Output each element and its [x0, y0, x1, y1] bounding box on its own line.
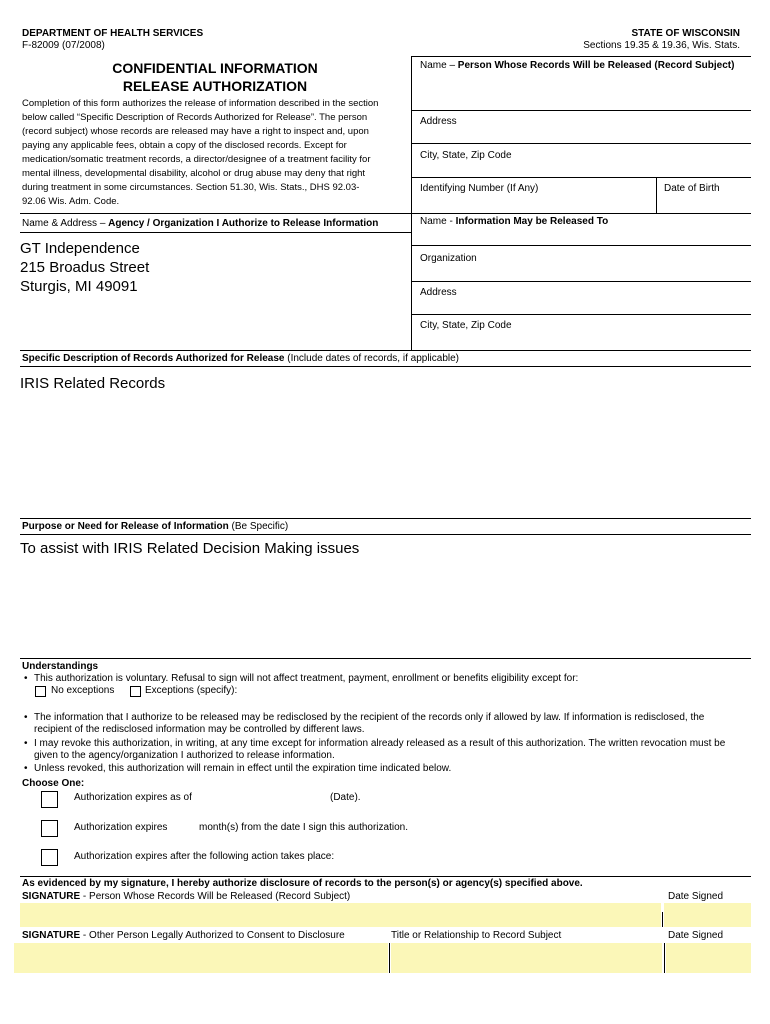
expire-months-checkbox[interactable]: [41, 820, 58, 837]
agency-line3[interactable]: Sturgis, MI 49091: [20, 278, 138, 295]
no-exceptions-checkbox[interactable]: [35, 686, 46, 697]
title-rel-label: Title or Relationship to Record Subject: [391, 930, 562, 941]
sig1-label: SIGNATURE - Person Whose Records Will be Released (Record Subject): [22, 891, 351, 902]
exceptions-label: Exceptions (specify):: [145, 685, 238, 696]
expire-action-checkbox[interactable]: [41, 849, 58, 866]
form-title-line2: RELEASE AUTHORIZATION: [122, 78, 308, 94]
recipient-address-label: Address: [420, 287, 457, 298]
understanding-2-cont: recipient of the redisclosed information may be controlled by different laws.: [34, 724, 365, 735]
state-name: STATE OF WISCONSIN: [631, 28, 740, 39]
agency-line1[interactable]: GT Independence: [20, 240, 140, 257]
recipient-org-label: Organization: [420, 253, 477, 264]
sig2-field[interactable]: [14, 943, 388, 973]
sig2-label: SIGNATURE - Other Person Legally Authorized to Consent to Disclosure: [22, 930, 345, 941]
statutes: Sections 19.35 & 19.36, Wis. Stats.: [583, 40, 740, 51]
understanding-3-cont: given to the agency/organization I authorized to release information.: [34, 750, 335, 761]
expire-date-label: Authorization expires as of: [74, 792, 192, 803]
date1-field[interactable]: [664, 903, 751, 927]
no-exceptions-label: No exceptions: [51, 685, 115, 696]
purpose-label: Purpose or Need for Release of Information (Be Specific): [22, 521, 289, 532]
agency-line2[interactable]: 215 Broadus Street: [20, 259, 150, 276]
understanding-2: • The information that I authorize to be released may be redisclosed by the recipient of the records only if allowed by law. If information is redisclosed, the: [34, 712, 704, 723]
records-label: Specific Description of Records Authorized for Release (Include dates of records, if applicable): [22, 353, 460, 364]
form-title-line1: CONFIDENTIAL INFORMATION: [112, 60, 318, 76]
choose-one-title: Choose One:: [22, 778, 85, 789]
expire-months-suffix: month(s) from the date I sign this authorization.: [199, 822, 408, 833]
evidence-statement: As evidenced by my signature, I hereby authorize disclosure of records to the person(s) or agency(s) specified above.: [22, 878, 583, 889]
title-rel-field[interactable]: [391, 943, 662, 973]
subject-dob-label: Date of Birth: [664, 183, 720, 194]
intro-paragraph: Completion of this form authorizes the release of information described in the section below called “Specific Description of Records Authorized for Release”. The person (record subject) whose records are released may have a right to inspect and, upon paying any applicable fees, obtain a copy of the disclosed records. Except for medication/somatic treatment records, a director/designee of a treatment facility for mental illness, developmental disability, alcohol or drug abuse may deny that right during treatment in some circumstances. Section 51.30, Wis. Stats., DHS 92.03- 92.06 Wis. Adm. Code.: [22, 98, 379, 207]
sig1-field[interactable]: [20, 903, 661, 927]
understanding-4: • Unless revoked, this authorization will remain in effect until the expiration time indicated below.: [34, 763, 451, 774]
subject-name-field[interactable]: [412, 72, 750, 108]
understanding-3: • I may revoke this authorization, in writing, at any time except for information already released as a result of this authorization. The written revocation must be: [34, 738, 725, 749]
exceptions-checkbox[interactable]: [130, 686, 141, 697]
date2-label: Date Signed: [668, 930, 724, 941]
expire-date-suffix: (Date).: [330, 792, 361, 803]
recipient-name-label: Name - Information May be Released To: [420, 216, 609, 227]
subject-csz-label: City, State, Zip Code: [420, 150, 512, 161]
expire-action-label: Authorization expires after the following action takes place:: [74, 851, 335, 862]
expire-months-label: Authorization expires: [74, 822, 168, 833]
date2-field[interactable]: [666, 943, 751, 973]
expire-date-checkbox[interactable]: [41, 791, 58, 808]
form-number: F-82009 (07/2008): [22, 40, 105, 51]
agency-label: Name & Address – Agency / Organization I Authorize to Release Information: [22, 218, 379, 229]
purpose-value[interactable]: To assist with IRIS Related Decision Making issues: [20, 540, 360, 557]
subject-id-label: Identifying Number (If Any): [420, 183, 539, 194]
subject-address-label: Address: [420, 116, 457, 127]
records-value[interactable]: IRIS Related Records: [20, 375, 166, 392]
recipient-csz-label: City, State, Zip Code: [420, 320, 512, 331]
understanding-1: • This authorization is voluntary. Refusal to sign will not affect treatment, payment, enrollment or benefits eligibility except for:: [34, 673, 578, 684]
understandings-title: Understandings: [22, 661, 99, 672]
department-name: DEPARTMENT OF HEALTH SERVICES: [22, 28, 204, 39]
date1-label: Date Signed: [668, 891, 724, 902]
subject-name-label: Name – Person Whose Records Will be Released (Record Subject): [420, 60, 735, 71]
